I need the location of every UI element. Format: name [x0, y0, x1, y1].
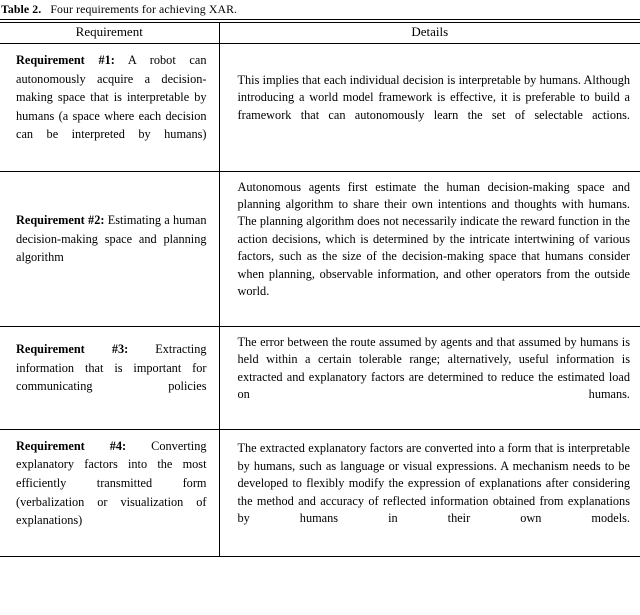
requirement-body-2: Estimating a human decision-making space and planning algorithm	[16, 213, 207, 265]
details-text-3: The error between the route assumed by agents and that assumed by humans is held within a certain tolerable range; alternatively, useful information is extracted and explanatory factors are determined to reduce the estimated load on humans.	[237, 334, 630, 402]
table-header	[0, 19, 640, 44]
details-cell-3	[219, 326, 640, 429]
table-body	[0, 44, 640, 557]
details-text-1: This implies that each individual decision is interpretable by humans. Although introducing a world model framework is effective, it is preferable to build a framework that can autonomously learn the set of selectable actions.	[237, 72, 630, 122]
column-header-details: Details	[219, 23, 640, 44]
table-caption-label: Table 2.	[1, 2, 42, 16]
requirement-label-2: Requirement #2:	[16, 213, 105, 227]
requirement-cell-4	[0, 429, 219, 557]
table-row	[0, 326, 640, 429]
details-text-4: The extracted explanatory factors are converted into a form that is interpretable by humans, such as language or visual expressions. A mechanism needs to be developed to flexibly modify the expression of explanations after considering the method and accuracy of reflected information obtained from explanations by humans in their own models.	[237, 441, 630, 526]
details-cell-4	[219, 429, 640, 557]
table-row	[0, 44, 640, 172]
details-cell-1	[219, 44, 640, 172]
requirement-cell-1	[0, 44, 219, 172]
requirement-text-2	[16, 211, 207, 285]
requirement-text-4	[16, 437, 207, 549]
table-header-row	[0, 23, 640, 44]
table-row	[0, 171, 640, 326]
details-cell-2	[219, 171, 640, 326]
requirement-label-1: Requirement #1:	[16, 53, 115, 67]
table-caption-text: Four requirements for achieving XAR.	[50, 2, 238, 16]
requirement-cell-2	[0, 171, 219, 326]
table-caption	[0, 0, 640, 19]
requirement-text-3	[16, 340, 207, 414]
requirements-table	[0, 19, 640, 557]
requirement-cell-3	[0, 326, 219, 429]
requirement-label-4: Requirement #4:	[16, 438, 127, 453]
requirement-body-4: Converting explanatory factors into the most efficiently transmitted form (verbalization or visualization of explanations)	[16, 438, 207, 528]
details-text-2: Autonomous agents first estimate the human decision-making space and planning algorithm to share their own intentions and thoughts with humans. The planning algorithm does not necessarily indicate the reward function in the action decisions, which is determined by the intricate intertwining of various factors, such as the size of the decision-making space that humans consider when planning, observable information, and other operators from the outside world.	[237, 179, 630, 298]
requirement-body-3: Extracting information that is important for communicating policies	[16, 342, 207, 394]
column-header-requirement: Requirement	[0, 23, 219, 44]
table-row	[0, 429, 640, 557]
requirement-label-3: Requirement #3:	[16, 342, 129, 357]
requirement-text-1	[16, 51, 207, 163]
requirement-body-1: A robot can autonomously acquire a decision-making space that is interpretable by humans (a space where each decision can be interpreted by humans)	[16, 53, 207, 142]
